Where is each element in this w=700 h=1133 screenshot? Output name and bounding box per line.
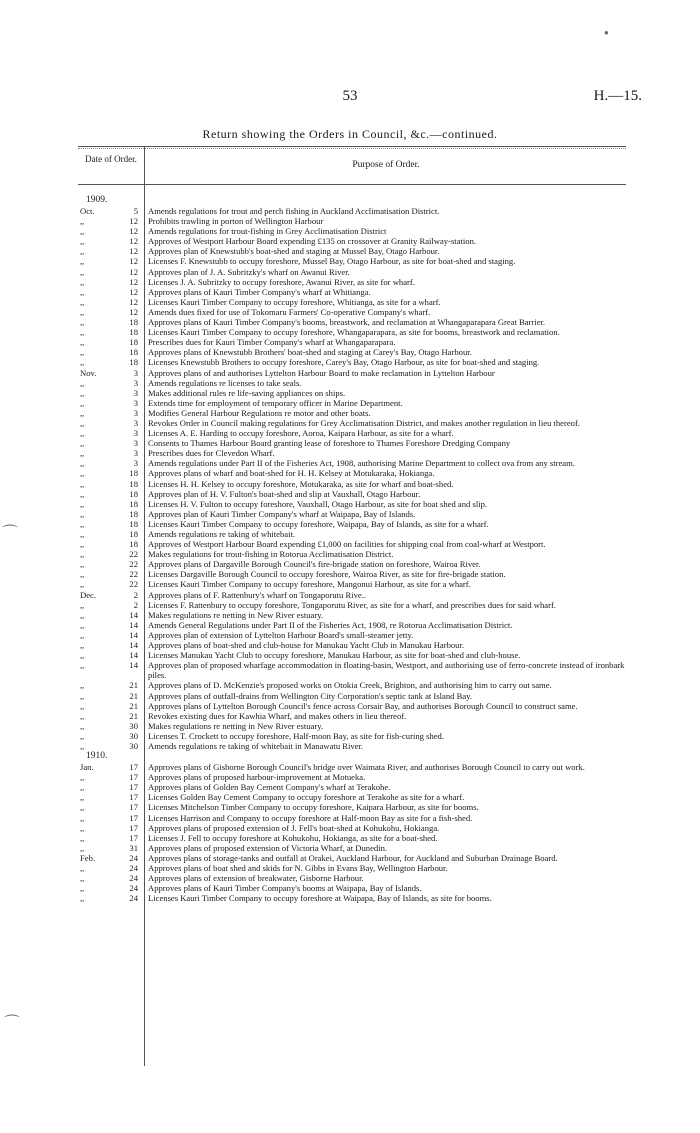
row-day: 21 <box>129 680 138 691</box>
table-row <box>80 802 628 812</box>
table-row <box>80 680 628 690</box>
row-purpose: Licenses Dargaville Borough Council to occupy foreshore, Wairoa River, as site for fire-brigade station. <box>148 569 506 580</box>
row-day: 24 <box>129 873 138 884</box>
table-row <box>80 216 628 226</box>
row-month: ,, <box>80 256 85 267</box>
row-purpose: Licenses Kauri Timber Company to occupy foreshore, Mangonui Harbour, as site for a wharf. <box>148 579 471 590</box>
row-month: ,, <box>80 609 85 620</box>
table-row <box>80 287 628 297</box>
row-month: ,, <box>80 337 85 348</box>
row-month: ,, <box>80 407 85 418</box>
row-month: ,, <box>80 286 85 297</box>
row-month: ,, <box>80 842 85 853</box>
margin-pencil-mark: ⌒ <box>4 1015 21 1032</box>
table-row <box>80 600 628 610</box>
row-month: ,, <box>80 873 85 884</box>
table-row <box>80 529 628 539</box>
row-month: ,, <box>80 226 85 237</box>
row-month: ,, <box>80 448 85 459</box>
row-purpose: Licenses Kauri Timber Company to occupy foreshore, Whangaparapara, as site for booms, breastwork and reclamation. <box>148 327 560 338</box>
row-day: 14 <box>129 609 138 620</box>
table-row <box>80 691 628 701</box>
row-day: 17 <box>129 792 138 803</box>
row-month: ,, <box>80 377 85 388</box>
row-month: ,, <box>80 276 85 287</box>
row-purpose: Prohibits trawling in porton of Wellington Harbour <box>148 216 324 227</box>
row-purpose: Amends regulations for trout and perch fishing in Auckland Acclimatisation District. <box>148 206 440 216</box>
row-purpose: Amends regulations re licenses to take seals. <box>148 377 302 388</box>
table-row <box>80 428 628 438</box>
table-row <box>80 590 628 600</box>
row-day: 14 <box>129 629 138 640</box>
row-day: 3 <box>133 438 138 449</box>
row-day: 18 <box>129 478 138 489</box>
row-day: 21 <box>129 690 138 701</box>
row-day: 18 <box>129 539 138 550</box>
row-month: ,, <box>80 236 85 247</box>
row-day: 18 <box>129 317 138 328</box>
row-day: 3 <box>133 397 138 408</box>
table-row <box>80 519 628 529</box>
row-purpose: Approves plan of Kauri Timber Company's wharf at Waipapa, Bay of Islands. <box>148 508 416 519</box>
row-month: ,, <box>80 357 85 368</box>
table-row <box>80 378 628 388</box>
table-row <box>80 782 628 792</box>
row-day: 3 <box>133 458 138 469</box>
table-top-rule <box>78 146 626 147</box>
table-row <box>80 337 628 347</box>
row-day: 2 <box>133 589 138 600</box>
row-month: ,, <box>80 539 85 550</box>
row-month: ,, <box>80 700 85 711</box>
row-month: ,, <box>80 883 85 894</box>
row-month: ,, <box>80 529 85 539</box>
row-month: ,, <box>80 569 85 580</box>
row-day: 12 <box>129 276 138 287</box>
row-month: ,, <box>80 428 85 439</box>
row-day: 3 <box>133 428 138 439</box>
row-purpose: Licenses J. Fell to occupy foreshore at Kohukohu, Hokianga, as site for a boat-shed. <box>148 832 438 843</box>
table-row <box>80 823 628 833</box>
row-day: 21 <box>129 710 138 721</box>
row-month: ,, <box>80 387 85 398</box>
row-month: Oct. <box>80 206 95 216</box>
row-purpose: Approves plan of Knewstubb's boat-shed and staging at Mussel Bay, Otago Harbour. <box>148 246 440 257</box>
row-day: 3 <box>133 417 138 428</box>
table-row <box>80 701 628 711</box>
row-day: 22 <box>129 559 138 570</box>
row-purpose: Approves plans of storage-tanks and outfall at Orakei, Auckland Harbour, for Auckland and Suburban Drainage Board. <box>148 852 558 863</box>
row-month: ,, <box>80 579 85 590</box>
row-purpose: Licenses Knewstubb Brothers to occupy foreshore, Carey's Bay, Otago Harbour, as site for boat-shed and staging. <box>148 357 540 368</box>
table-row <box>80 489 628 499</box>
row-month: ,, <box>80 296 85 307</box>
row-month: ,, <box>80 266 85 277</box>
table-row <box>80 246 628 256</box>
table-row <box>80 448 628 458</box>
row-month: ,, <box>80 508 85 519</box>
row-purpose: Approves plans of proposed extension of Victoria Wharf, at Dunedin. <box>148 842 388 853</box>
row-day: 17 <box>129 772 138 783</box>
table-row <box>80 650 628 660</box>
row-month: ,, <box>80 650 85 661</box>
row-purpose: Makes additional rules re life-saving appliances on ships. <box>148 387 346 398</box>
row-month: ,, <box>80 730 85 741</box>
table-row <box>80 549 628 559</box>
row-purpose: Approves plans of extension of breakwater, Gisborne Harbour. <box>148 873 364 884</box>
row-day: 30 <box>129 740 138 751</box>
year-label: 1910. <box>86 751 108 762</box>
row-purpose: Licenses H. H. Kelsey to occupy foreshore, Motukaraka, as site for wharf and boat-shed. <box>148 478 454 489</box>
row-month: ,, <box>80 306 85 317</box>
table-row <box>80 307 628 317</box>
row-month: ,, <box>80 772 85 783</box>
table-row <box>80 883 628 893</box>
table-row <box>80 539 628 549</box>
row-purpose: Approves plan of proposed wharfage accommodation in floating-basin, Westport, and authorising use of ferro-concrete instead of ironbark piles. <box>148 660 625 681</box>
row-day: 2 <box>133 599 138 610</box>
row-purpose: Approves plans of proposed extension of J. Fell's boat-shed at Kohukohu, Hokianga. <box>148 822 440 833</box>
table-row <box>80 256 628 266</box>
row-month: ,, <box>80 216 85 227</box>
row-purpose: Licenses F. Knewstubb to occupy foreshore, Mussel Bay, Otago Harbour, as site for boat-shed and staging. <box>148 256 516 267</box>
row-purpose: Approves of Westport Harbour Board expending £135 on crossover at Granity Railway-station. <box>148 236 477 247</box>
table-row <box>80 569 628 579</box>
row-day: 22 <box>129 569 138 580</box>
row-month: ,, <box>80 619 85 630</box>
table-row <box>80 579 628 589</box>
row-day: 12 <box>129 286 138 297</box>
row-day: 18 <box>129 347 138 358</box>
table-row <box>80 833 628 843</box>
row-day: 18 <box>129 518 138 529</box>
row-purpose: Approves plans of wharf and boat-shed for H. H. Kelsey at Motukaraka, Hokianga. <box>148 468 435 479</box>
page-number: 53 <box>342 88 358 104</box>
row-purpose: Licenses F. Rattenbury to occupy foreshore, Tongaporutu River, as site for a wharf, and prescribes dues for said wharf. <box>148 599 556 610</box>
table-row <box>80 458 628 468</box>
table-row <box>80 620 628 630</box>
row-month: Dec. <box>80 589 96 600</box>
row-day: 14 <box>129 640 138 651</box>
row-month: ,, <box>80 629 85 640</box>
row-day: 14 <box>129 660 138 671</box>
table-row <box>80 357 628 367</box>
row-purpose: Licenses T. Crockett to occupy foreshore, Half-moon Bay, as site for fish-curing shed. <box>148 730 445 741</box>
table-row <box>80 863 628 873</box>
margin-dot: ● <box>604 28 609 37</box>
row-month: Jan. <box>80 762 94 773</box>
row-day: 3 <box>133 407 138 418</box>
table-header-rule <box>78 184 626 185</box>
row-purpose: Approves plans of Kauri Timber Company's booms at Waipapa, Bay of Islands. <box>148 883 422 894</box>
table-top-dotted-rule <box>78 148 626 149</box>
row-day: 12 <box>129 296 138 307</box>
row-day: 24 <box>129 852 138 863</box>
table-row <box>80 893 628 903</box>
row-purpose: Approves plans of proposed harbour-improvement at Motueka. <box>148 772 366 783</box>
row-purpose: Makes regulations re netting in New River estuary. <box>148 720 324 731</box>
row-day: 12 <box>129 246 138 257</box>
table-row <box>80 408 628 418</box>
table-row <box>80 267 628 277</box>
row-purpose: Approves plan of H. V. Fulton's boat-shed and slip at Vauxhall, Otago Harbour. <box>148 488 421 499</box>
row-purpose: Licenses J. A. Subritzky to occupy foreshore, Awanui River, as site for wharf. <box>148 276 415 287</box>
page-title: Return showing the Orders in Council, &c.—continued. <box>202 127 498 141</box>
table-row <box>80 277 628 287</box>
row-purpose: Licenses A. E. Harding to occupy foreshore, Aoroa, Kaipara Harbour, as site for a wharf. <box>148 428 454 439</box>
row-month: ,, <box>80 863 85 873</box>
row-month: ,, <box>80 488 85 499</box>
row-purpose: Approves plans of Golden Bay Cement Company's wharf at Terakohe. <box>148 782 391 793</box>
table-row <box>80 873 628 883</box>
row-day: 5 <box>133 206 138 216</box>
row-purpose: Amends regulations re taking of whitebait. <box>148 529 296 539</box>
row-day: 21 <box>129 700 138 711</box>
row-day: 30 <box>129 730 138 741</box>
row-month: ,, <box>80 317 85 328</box>
row-day: 24 <box>129 893 138 904</box>
row-month: ,, <box>80 397 85 408</box>
row-purpose: Licenses Mitchelson Timber Company to occupy foreshore, Kaipara Harbour, as site for booms. <box>148 802 479 813</box>
row-month: ,, <box>80 478 85 489</box>
row-purpose: Amends dues fixed for use of Tokomaru Farmers' Co-operative Company's wharf. <box>148 306 431 317</box>
table-row <box>80 721 628 731</box>
row-day: 22 <box>129 549 138 560</box>
row-day: 17 <box>129 802 138 813</box>
row-purpose: Approves plan of J. A. Subritzky's wharf on Awanui River. <box>148 266 350 277</box>
row-day: 17 <box>129 762 138 773</box>
table-row <box>80 640 628 650</box>
row-day: 18 <box>129 529 138 539</box>
row-purpose: Extends time for employment of temporary officer in Marine Department. <box>148 397 403 408</box>
row-day: 12 <box>129 226 138 237</box>
row-purpose: Approves plans of Lyttelton Borough Council's fence across Corsair Bay, and authorises Borough Council to construct same. <box>148 700 578 711</box>
row-purpose: Licenses Harrison and Company to occupy foreshore at Half-moon Bay as site for a fish-shed. <box>148 812 473 823</box>
row-purpose: Approves plans of Dargaville Borough Council's fire-brigade station on foreshore, Wairoa River. <box>148 559 481 570</box>
row-day: 17 <box>129 832 138 843</box>
row-purpose: Approves plans of Gisborne Borough Council's bridge over Waimata River, and authorises Borough Council to carry out work. <box>148 762 585 773</box>
row-day: 12 <box>129 266 138 277</box>
table-row <box>80 711 628 721</box>
row-purpose: Amends regulations under Part II of the Fisheries Act, 1908, authorising Marine Department to collect ova from any stream. <box>148 458 575 469</box>
row-day: 22 <box>129 579 138 590</box>
table-row <box>80 368 628 378</box>
row-day: 18 <box>129 468 138 479</box>
row-purpose: Modifies General Harbour Regulations re motor and other boats. <box>148 407 371 418</box>
row-day: 12 <box>129 306 138 317</box>
row-month: ,, <box>80 347 85 358</box>
column-header-purpose: Purpose of Order. <box>352 160 420 170</box>
row-purpose: Licenses Golden Bay Cement Company to occupy foreshore at Terakohe as site for a wharf. <box>148 792 465 803</box>
row-day: 18 <box>129 488 138 499</box>
row-month: Feb. <box>80 852 96 863</box>
row-month: Nov. <box>80 367 97 378</box>
row-month: ,, <box>80 559 85 570</box>
row-purpose: Approves plan of extension of Lyttelton Harbour Board's small-steamer jetty. <box>148 629 414 640</box>
row-month: ,, <box>80 640 85 651</box>
table-row <box>80 610 628 620</box>
table-row <box>80 630 628 640</box>
row-purpose: Approves plans of boat shed and skids for N. Gibbs in Evans Bay, Wellington Harbour. <box>148 863 448 873</box>
row-purpose: Approves of Westport Harbour Board expending £1,000 on facilities for shipping coal from coal-wharf at Westport. <box>148 539 546 550</box>
row-month: ,, <box>80 822 85 833</box>
row-purpose: Licenses Manukau Yacht Club to occupy foreshore, Manukau Harbour, as site for boat-shed and club-house. <box>148 650 521 661</box>
row-day: 18 <box>129 337 138 348</box>
row-day: 3 <box>133 448 138 459</box>
row-purpose: Approves plans of outfall-drains from Wellington City Corporation's septic tank at Island Bay. <box>148 690 473 701</box>
table-row <box>80 327 628 337</box>
report-reference: H.—15. <box>593 88 642 104</box>
year-label: 1909. <box>86 195 108 205</box>
row-month: ,, <box>80 720 85 731</box>
row-month: ,, <box>80 812 85 823</box>
row-purpose: Approves plans of boat-shed and club-house for Manukau Yacht Club in Manukau Harbour. <box>148 640 464 651</box>
row-month: ,, <box>80 498 85 509</box>
row-purpose: Approves plans of Kauri Timber Company's booms, breastwork, and reclamation at Whangaparapara Great Barrier. <box>148 317 546 328</box>
row-purpose: Approves plans of Kauri Timber Company's wharf at Whitianga. <box>148 286 371 297</box>
table-row <box>80 236 628 246</box>
orders-table <box>80 195 628 903</box>
year-row <box>80 751 628 762</box>
row-day: 12 <box>129 216 138 227</box>
table-row <box>80 509 628 519</box>
row-purpose: Makes regulations for trout-fishing in Rotorua Acclimatisation District. <box>148 549 394 560</box>
row-purpose: Licenses Kauri Timber Company to occupy foreshore, Whitianga, as site for a wharf. <box>148 296 441 307</box>
row-month: ,, <box>80 690 85 701</box>
row-day: 3 <box>133 387 138 398</box>
table-row <box>80 853 628 863</box>
table-row <box>80 792 628 802</box>
row-purpose: Approves plans of D. McKenzie's proposed works on Otokia Creek, Brighton, and authorising him to carry out same. <box>148 680 552 691</box>
row-purpose: Makes regulations re netting in New River estuary. <box>148 609 324 620</box>
row-purpose: Approves plans of and authorises Lyttelton Harbour Board to make reclamation in Lyttelton Harbour <box>148 367 495 378</box>
row-purpose: Licenses Kauri Timber Company to occupy foreshore at Waipapa, Bay of Islands, as site for booms. <box>148 893 492 904</box>
row-month: ,, <box>80 438 85 449</box>
row-month: ,, <box>80 246 85 257</box>
row-month: ,, <box>80 792 85 803</box>
table-row <box>80 468 628 478</box>
table-row <box>80 297 628 307</box>
margin-pencil-mark: ⌒ <box>2 525 19 542</box>
table-row <box>80 741 628 751</box>
row-day: 18 <box>129 508 138 519</box>
row-day: 30 <box>129 720 138 731</box>
column-header-date: Date of Order. <box>85 154 137 164</box>
table-row <box>80 388 628 398</box>
row-month: ,, <box>80 893 85 904</box>
row-day: 31 <box>129 842 138 853</box>
table-row <box>80 398 628 408</box>
row-month: ,, <box>80 660 85 671</box>
row-day: 12 <box>129 256 138 267</box>
table-row <box>80 843 628 853</box>
row-purpose: Consents to Thames Harbour Board granting lease of foreshore to Thames Foreshore Dredging Company <box>148 438 511 449</box>
row-month: ,, <box>80 802 85 813</box>
row-purpose: Approves plans of Knewstubb Brothers' boat-shed and staging at Carey's Bay, Otago Harbour. <box>148 347 472 358</box>
table-row <box>80 499 628 509</box>
table-row <box>80 559 628 569</box>
table-row <box>80 731 628 741</box>
row-month: ,, <box>80 680 85 691</box>
row-month: ,, <box>80 710 85 721</box>
table-row <box>80 479 628 489</box>
row-month: ,, <box>80 327 85 338</box>
row-purpose: Revokes existing dues for Kawhia Wharf, and makes others in lieu thereof. <box>148 710 407 721</box>
row-purpose: Approves plans of F. Rattenbury's wharf on Tongaporutu Rive.. <box>148 589 367 600</box>
row-month: ,, <box>80 832 85 843</box>
row-purpose: Licenses H. V. Fulton to occupy foreshore, Vauxhall, Otago Harbour, as site for boat shed and slip. <box>148 498 488 509</box>
row-day: 3 <box>133 377 138 388</box>
row-month: ,, <box>80 549 85 560</box>
table-row <box>80 762 628 772</box>
row-month: ,, <box>80 468 85 479</box>
row-purpose: Amends General Regulations under Part II of the Fisheries Act, 1908, re Rotorua Acclimatisation District. <box>148 619 513 630</box>
row-month: ,, <box>80 458 85 469</box>
table-row <box>80 660 628 680</box>
row-month: ,, <box>80 417 85 428</box>
row-purpose: Amends regulations re taking of whitebait in Manawatu River. <box>148 740 364 751</box>
row-month: ,, <box>80 599 85 610</box>
row-day: 18 <box>129 498 138 509</box>
row-day: 17 <box>129 782 138 793</box>
table-row <box>80 418 628 428</box>
table-row <box>80 813 628 823</box>
row-month: ,, <box>80 518 85 529</box>
row-day: 14 <box>129 650 138 661</box>
row-month: ,, <box>80 782 85 793</box>
row-day: 14 <box>129 619 138 630</box>
row-day: 18 <box>129 327 138 338</box>
row-day: 17 <box>129 822 138 833</box>
table-row <box>80 347 628 357</box>
row-day: 3 <box>133 367 138 378</box>
row-purpose: Prescribes dues for Clevedon Wharf. <box>148 448 275 459</box>
year-row <box>80 195 628 206</box>
row-purpose: Prescribes dues for Kauri Timber Company's wharf at Whangaparapara. <box>148 337 396 348</box>
row-month: ,, <box>80 740 85 751</box>
table-row <box>80 206 628 216</box>
table-row <box>80 438 628 448</box>
row-purpose: Licenses Kauri Timber Company to occupy foreshore, Waipapa, Bay of Islands, as site for a wharf. <box>148 518 489 529</box>
row-day: 24 <box>129 883 138 894</box>
table-row <box>80 226 628 236</box>
table-row <box>80 317 628 327</box>
table-row <box>80 772 628 782</box>
row-day: 12 <box>129 236 138 247</box>
row-day: 18 <box>129 357 138 368</box>
row-day: 24 <box>129 863 138 873</box>
row-day: 17 <box>129 812 138 823</box>
row-purpose: Amends regulations for trout-fishing in Grey Acclimatisation District <box>148 226 387 237</box>
row-purpose: Revokes Order in Council making regulations for Grey Acclimatisation District, and makes another regulation in lieu thereof. <box>148 417 580 428</box>
